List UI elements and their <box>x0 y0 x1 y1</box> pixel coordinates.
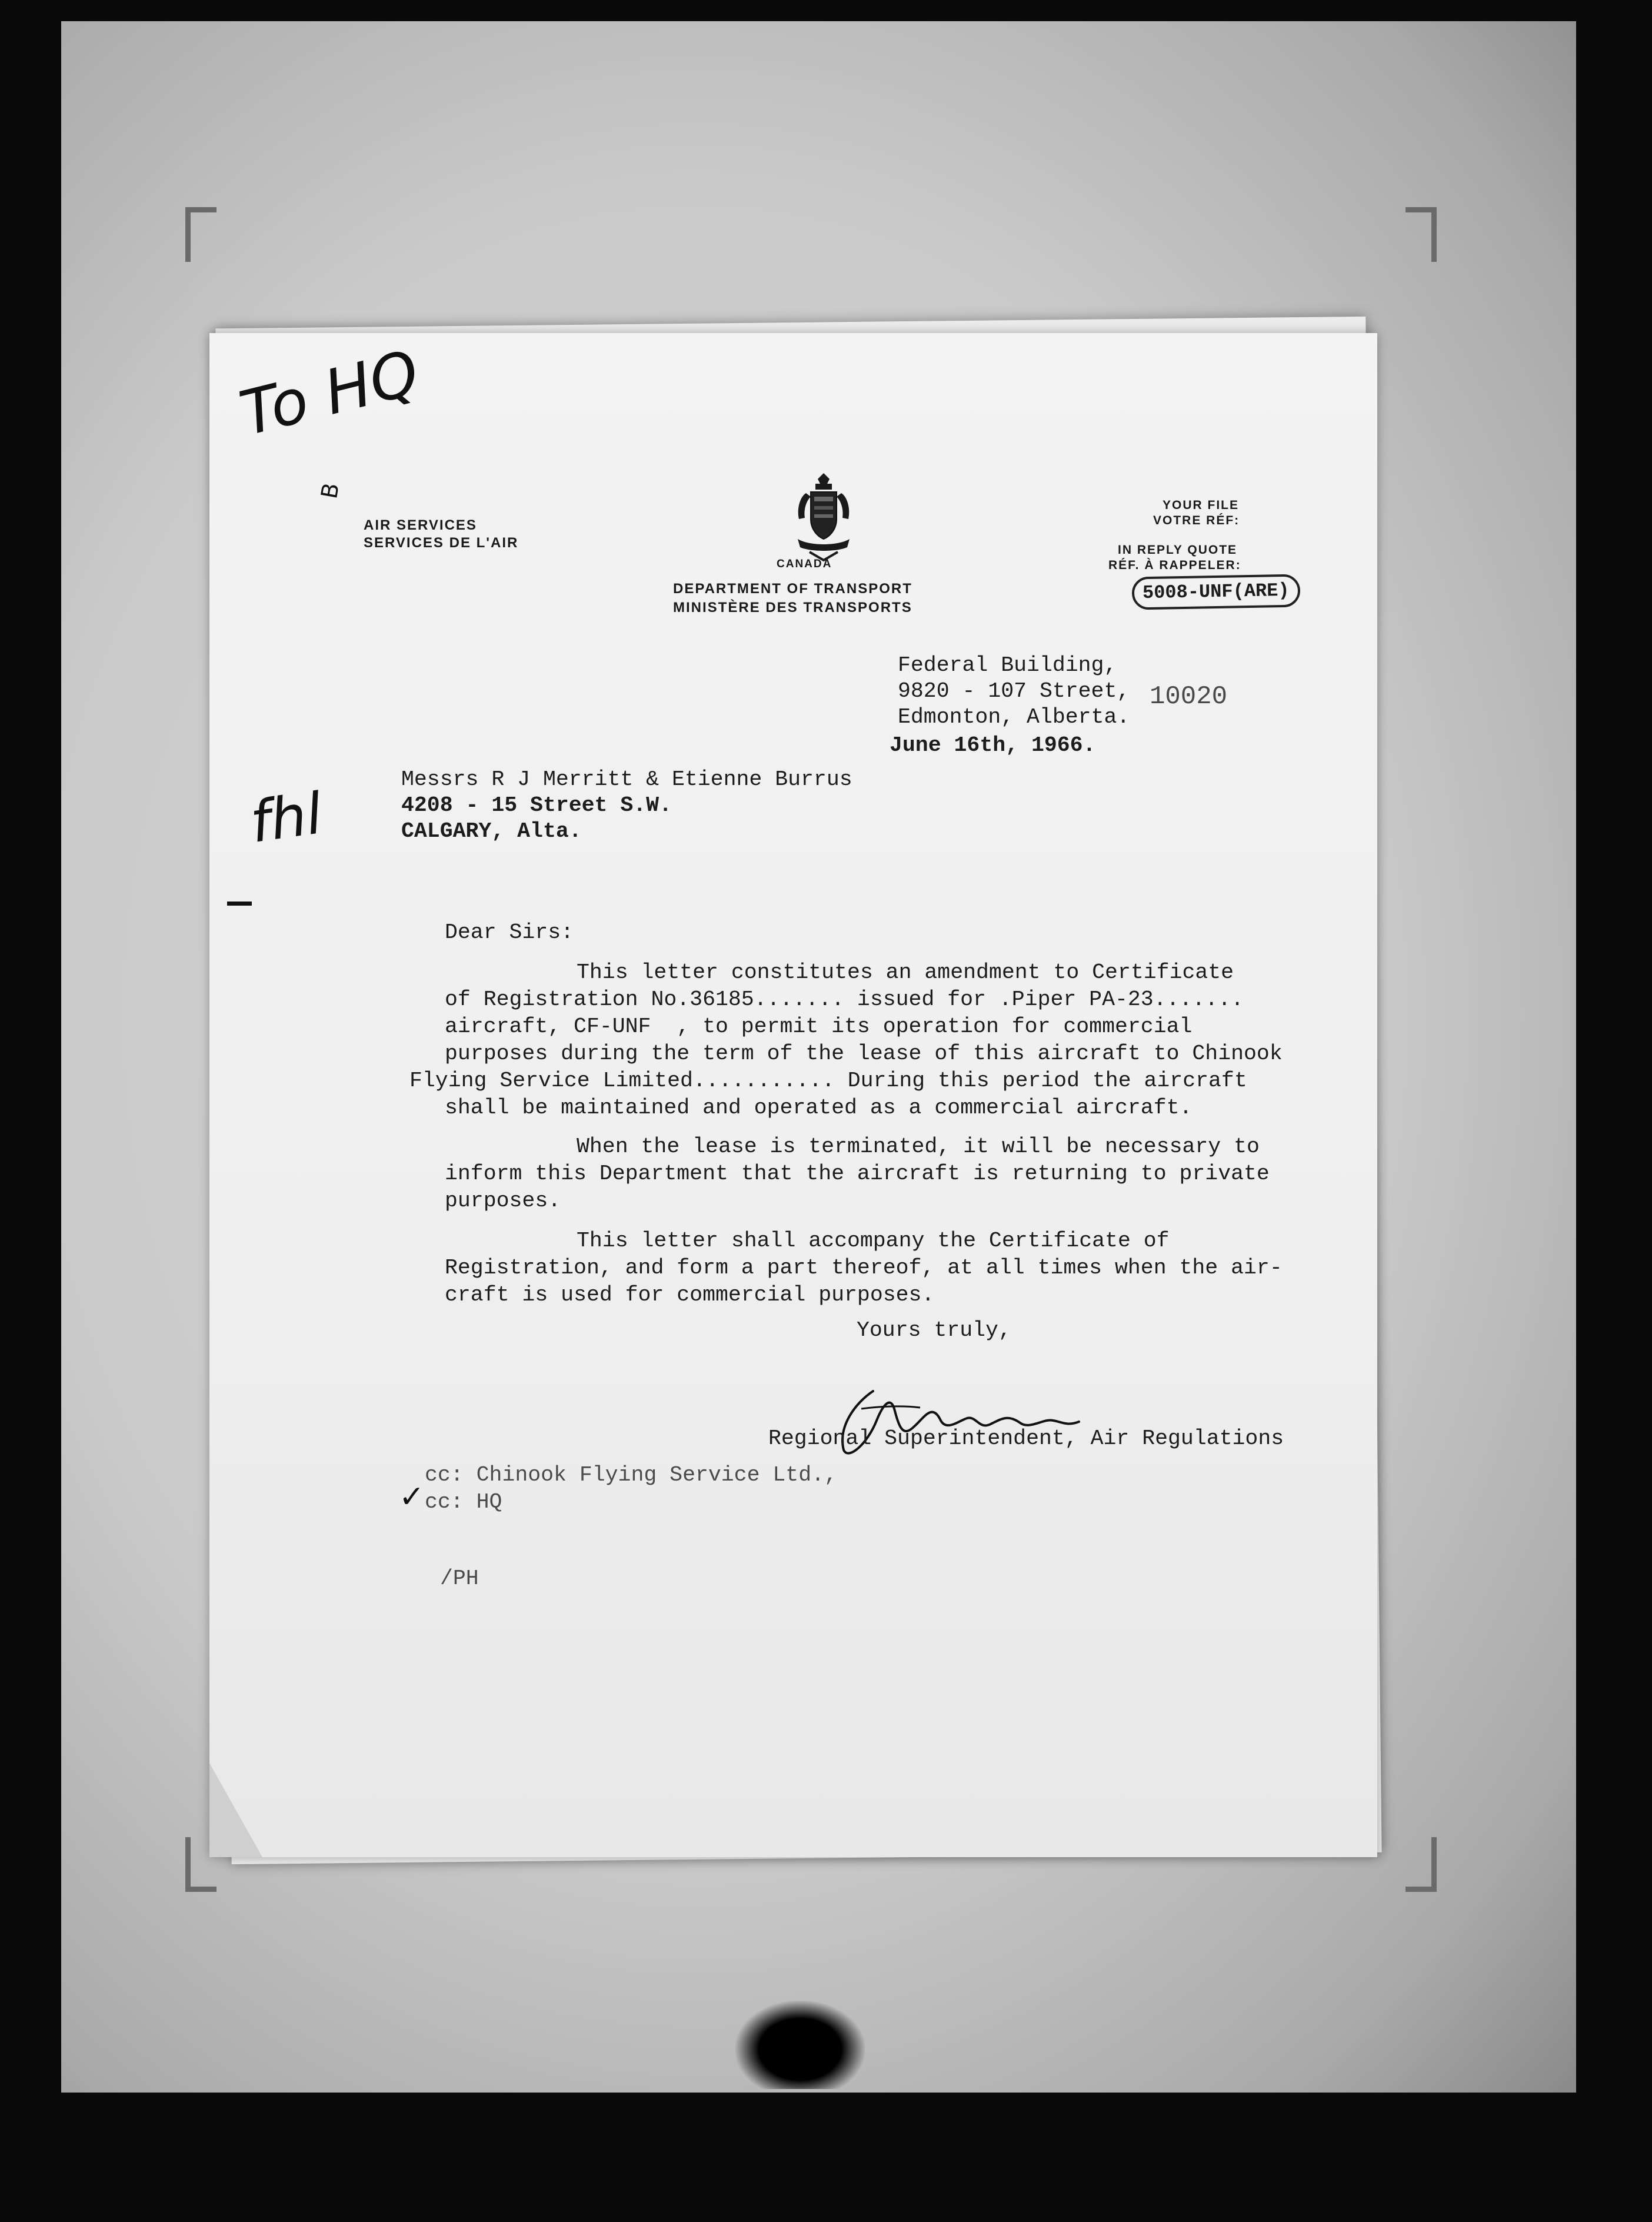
air-services-label: AIR SERVICES <box>364 517 477 533</box>
typist-reference: /PH <box>440 1566 479 1591</box>
closing: Yours truly, <box>857 1318 1011 1342</box>
paragraph-1-line-4: purposes during the term of the lease of this aircraft to Chinook <box>445 1042 1283 1066</box>
handwritten-to-hq: To HQ <box>233 336 426 450</box>
paragraph-3-line-1: This letter shall accompany the Certificate of <box>577 1229 1170 1253</box>
services-de-lair-label: SERVICES DE L'AIR <box>364 535 519 551</box>
handwritten-mark-b: B <box>316 481 344 501</box>
reply-quote-label: IN REPLY QUOTE <box>1118 543 1238 557</box>
your-file-label: YOUR FILE <box>1163 498 1240 512</box>
department-name-fr: MINISTÈRE DES TRANSPORTS <box>673 600 912 616</box>
paragraph-3-line-3: craft is used for commercial purposes. <box>445 1283 935 1307</box>
stamp-number: 10020 <box>1150 682 1228 711</box>
paragraph-1-line-3: aircraft, CF-UNF , to permit its operation for commercial <box>445 1014 1193 1039</box>
paragraph-1-line-6: shall be maintained and operated as a commercial aircraft. <box>445 1096 1193 1120</box>
paragraph-1-line-1: This letter constitutes an amendment to Certificate <box>577 960 1234 984</box>
coat-of-arms-logo <box>770 463 833 551</box>
sender-address-line1: Federal Building, <box>898 653 1117 677</box>
paragraph-1-line-2: of Registration No.36185....... issued for .Piper PA-23....... <box>445 987 1244 1012</box>
paragraph-2-line-1: When the lease is terminated, it will be necessary to <box>577 1135 1260 1159</box>
sender-address-line2: 9820 - 107 Street, <box>898 679 1130 703</box>
film-blot <box>735 2001 865 2089</box>
recipient-city: CALGARY, Alta. <box>401 819 582 843</box>
recipient-street: 4208 - 15 Street S.W. <box>401 793 672 817</box>
cc-line-1: cc: Chinook Flying Service Ltd., <box>425 1463 837 1487</box>
paragraph-2-line-3: purposes. <box>445 1189 561 1213</box>
letter-page <box>209 333 1377 1857</box>
paragraph-1-line-5: Flying Service Limited........... During this period the aircraft <box>409 1069 1247 1093</box>
check-mark: ✓ <box>399 1479 425 1515</box>
cc-line-2: cc: HQ <box>425 1490 502 1514</box>
ref-a-rappeler-label: RÉF. À RAPPELER: <box>1108 558 1241 572</box>
sender-address-line3: Edmonton, Alberta. <box>898 705 1130 729</box>
recipient-name: Messrs R J Merritt & Etienne Burrus <box>401 767 852 791</box>
reference-number: 5008-UNF(ARE) <box>1132 574 1301 610</box>
department-name-en: DEPARTMENT OF TRANSPORT <box>673 581 912 597</box>
folded-corner <box>209 1763 262 1857</box>
letter-date: June 16th, 1966. <box>890 733 1096 757</box>
salutation: Dear Sirs: <box>445 920 574 944</box>
crop-mark-bottom-right <box>1405 1837 1437 1892</box>
votre-ref-label: VOTRE RÉF: <box>1153 514 1240 527</box>
margin-dash <box>227 902 252 906</box>
crop-mark-top-left <box>185 207 217 262</box>
crop-mark-top-right <box>1405 207 1437 262</box>
handwritten-initials: fhl <box>246 780 327 856</box>
paragraph-2-line-2: inform this Department that the aircraft is returning to private <box>445 1162 1270 1186</box>
signatory-title: Regional Superintendent, Air Regulations <box>768 1426 1284 1451</box>
paragraph-3-line-2: Registration, and form a part thereof, at all times when the air- <box>445 1256 1283 1280</box>
canada-label: CANADA <box>777 558 832 570</box>
